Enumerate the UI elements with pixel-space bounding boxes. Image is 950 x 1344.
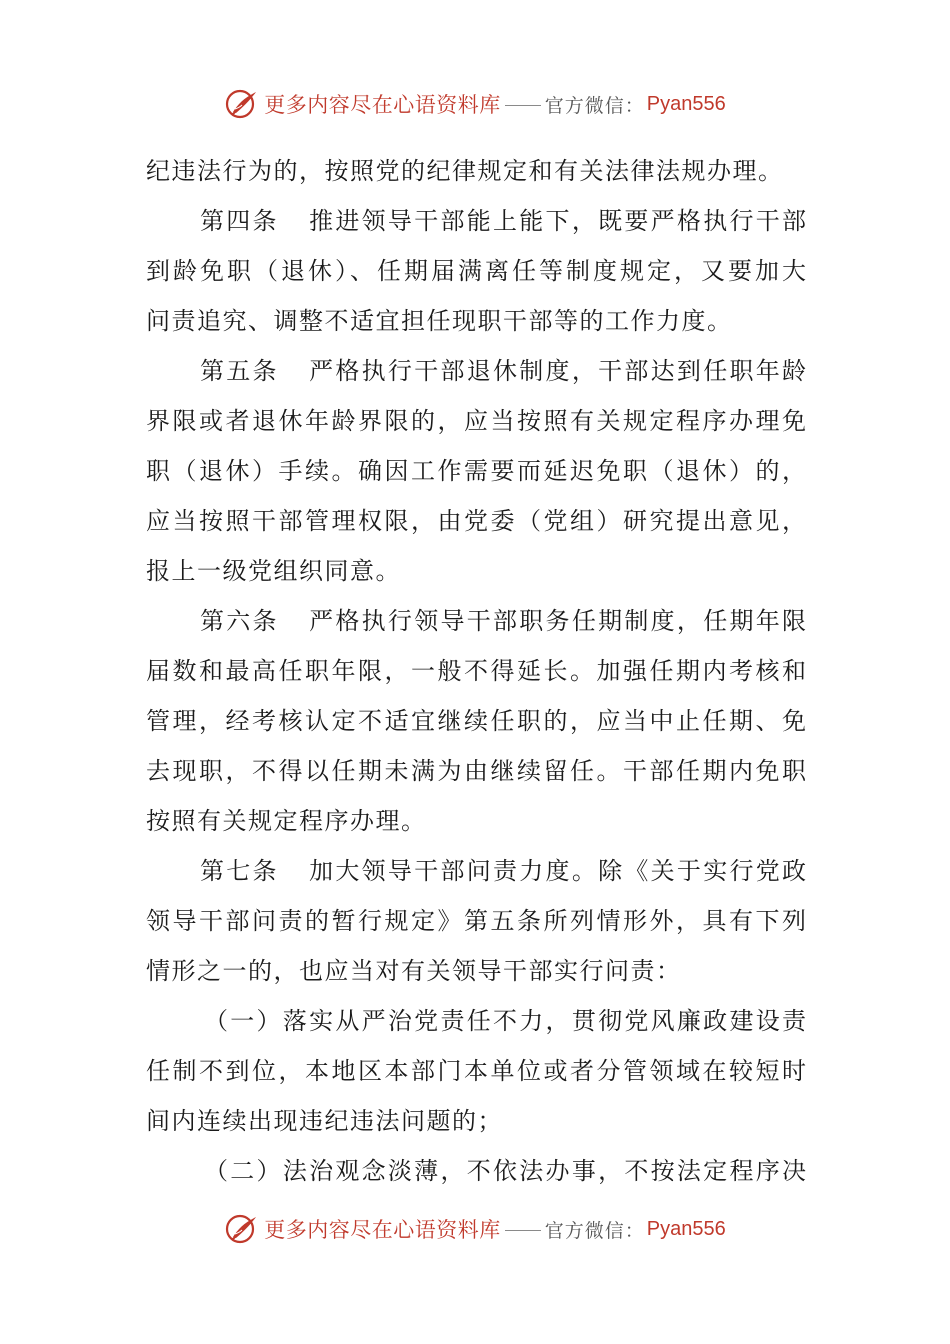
text-line: 报上一级党组织同意。	[146, 557, 401, 585]
wechat-id: Pyan556	[646, 92, 726, 115]
article-text: 严格执行干部退休制度，干部达到任职年龄	[306, 357, 807, 385]
wechat-label: 官方微信：	[544, 94, 645, 117]
text-line: 间内连续出现违纪违法问题的；	[146, 1107, 503, 1135]
article-number: 第五条	[200, 357, 279, 385]
text-line: 问责追究、调整不适宜担任现职干部等的工作力度。	[146, 307, 733, 335]
article-7-heading-line	[146, 846, 806, 896]
banner-divider	[505, 105, 541, 106]
article-number: 第七条	[200, 857, 279, 885]
text-line: 届数和最高任职年限，一般不得延长。加强任期内考核和	[146, 657, 806, 685]
text-line: 职（退休）手续。确因工作需要而延迟免职（退休）的，	[146, 457, 806, 485]
text-line: 任制不到位，本地区本部门本单位或者分管领域在较短时	[146, 1057, 806, 1085]
article-6-heading-line	[146, 596, 806, 646]
list-item-line: （二）法治观念淡薄，不依法办事，不按法定程序决	[204, 1157, 806, 1185]
text-line: 去现职，不得以任期未满为由继续留任。干部任期内免职	[146, 757, 806, 785]
wechat-id: Pyan556	[646, 1217, 726, 1240]
article-4-heading-line	[146, 196, 806, 246]
header-watermark-banner	[0, 84, 950, 124]
brand-name: 更多内容尽在心语资料库	[264, 93, 501, 117]
document-body	[146, 146, 806, 1196]
text-line: 情形之一的，也应当对有关领导干部实行问责：	[146, 957, 682, 985]
text-line: 管理，经考核认定不适宜继续任职的，应当中止任期、免	[146, 707, 806, 735]
article-text: 严格执行领导干部职务任期制度，任期年限	[306, 607, 807, 635]
article-number: 第六条	[200, 607, 279, 635]
text-line: 应当按照干部管理权限，由党委（党组）研究提出意见，	[146, 507, 806, 535]
text-line: 领导干部问责的暂行规定》第五条所列情形外，具有下列	[146, 907, 806, 935]
text-line: 界限或者退休年龄界限的，应当按照有关规定程序办理免	[146, 407, 806, 435]
wechat-label: 官方微信：	[544, 1219, 645, 1242]
article-5-heading-line	[146, 346, 806, 396]
text-line: 到龄免职（退休）、任期届满离任等制度规定，又要加大	[146, 257, 806, 285]
text-line: 纪违法行为的，按照党的纪律规定和有关法律法规办理。	[146, 157, 784, 185]
article-text: 加大领导干部问责力度。除《关于实行党政	[306, 857, 807, 885]
footer-watermark-banner	[0, 1209, 950, 1249]
text-line: 按照有关规定程序办理。	[146, 807, 427, 835]
banner-divider	[505, 1230, 541, 1231]
quill-pen-logo-icon	[224, 86, 260, 122]
article-number: 第四条	[200, 207, 279, 235]
brand-name: 更多内容尽在心语资料库	[264, 1218, 501, 1242]
quill-pen-logo-icon	[224, 1211, 260, 1247]
list-item-line: （一）落实从严治党责任不力，贯彻党风廉政建设责	[204, 1007, 806, 1035]
article-text: 推进领导干部能上能下，既要严格执行干部	[306, 207, 807, 235]
